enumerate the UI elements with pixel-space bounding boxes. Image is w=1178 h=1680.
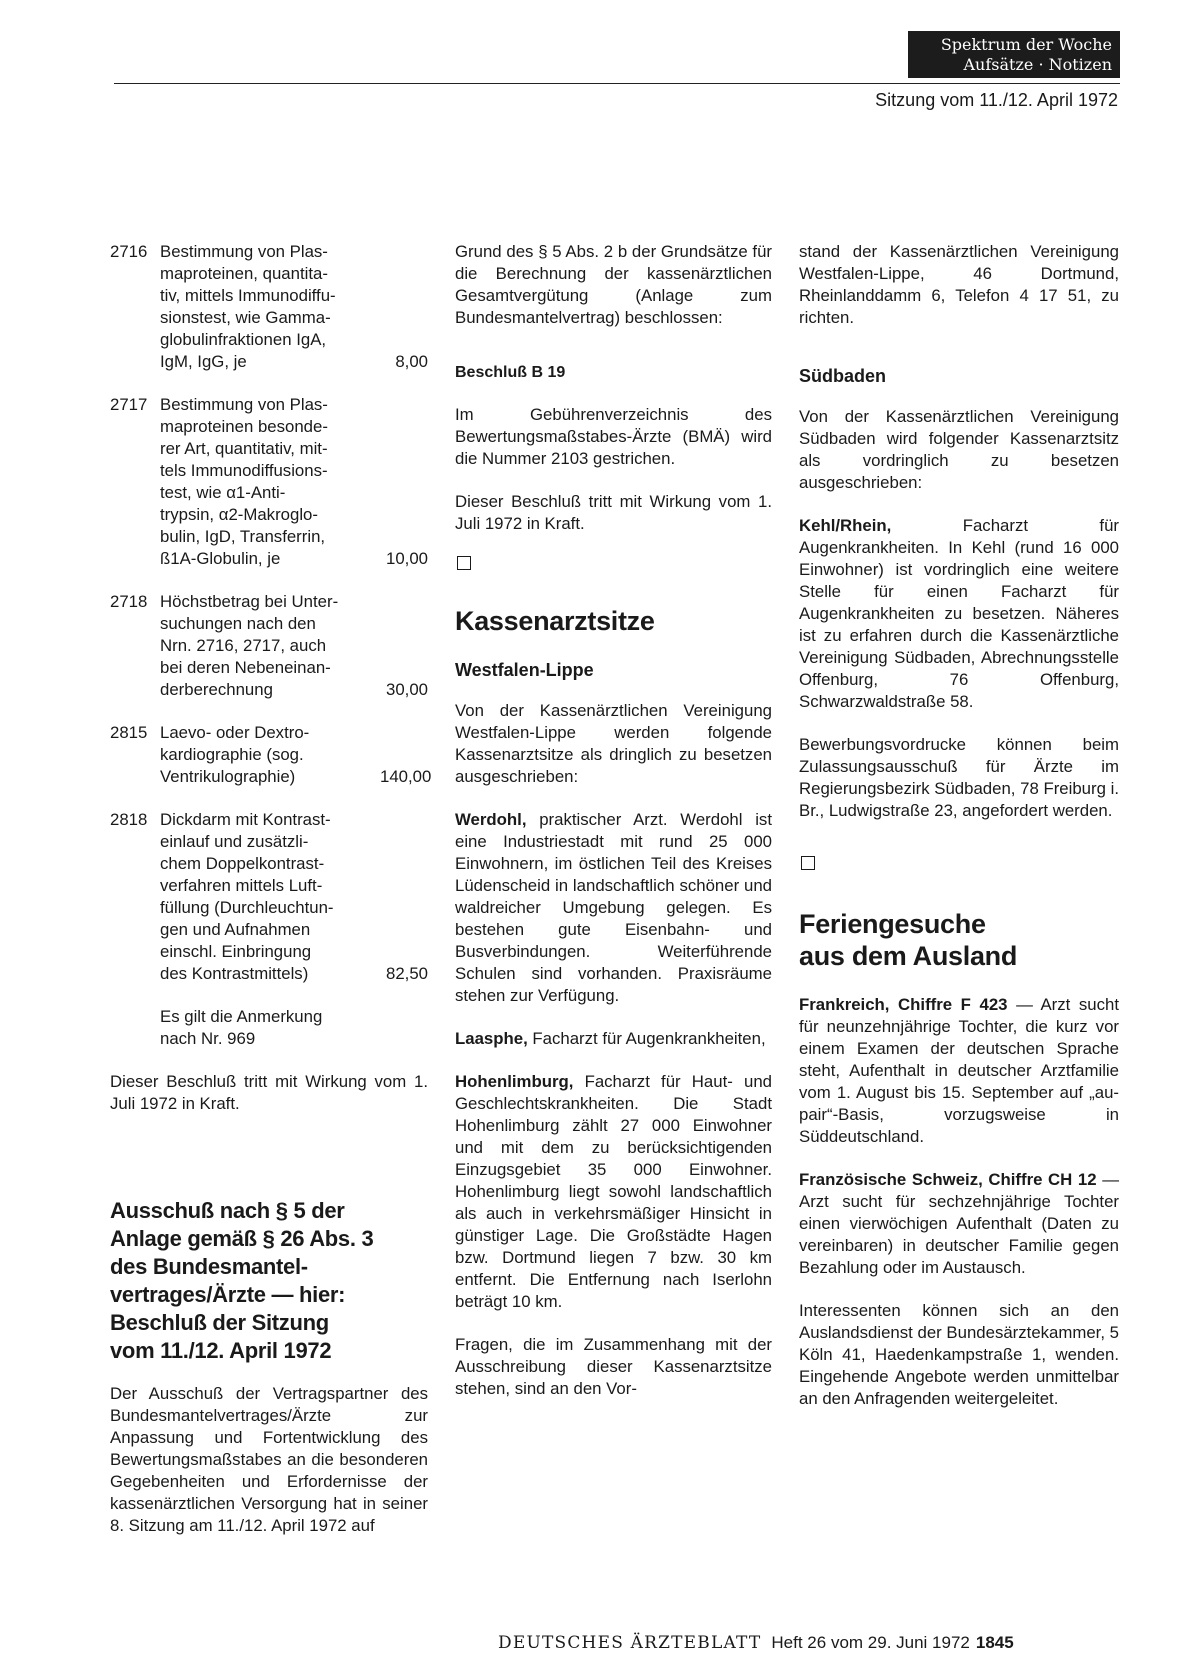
heading-feriengesuche: Feriengesuche aus dem Ausland xyxy=(799,909,1018,971)
continuation-paragraph: stand der Kassenärztlichen Vereinigung Westfalen-Lippe, 46 Dortmund, Rheinlanddamm 6, Telefon 4 17 51, zu richten. xyxy=(799,242,1119,327)
fee-amount: 82,50 xyxy=(386,964,428,983)
listing-werdohl xyxy=(455,809,772,1007)
badge-line-2: Aufsätze · Notizen xyxy=(963,55,1112,74)
fee-amount: 10,00 xyxy=(386,549,428,568)
resolution-title: Beschluß B 19 xyxy=(455,364,566,381)
section-heading-ausschuss: Ausschuß nach § 5 der Anlage gemäß § 26 Abs. 3 des Bundesmantel- vertrages/Ärzte — hier: Beschluß der Sitzung vom 11./12. April 1972 xyxy=(110,1198,374,1363)
questions-paragraph: Fragen, die im Zusammenhang mit der Ausschreibung dieser Kassenarztsitze stehen, sind an den Vor- xyxy=(455,1335,772,1398)
fee-amount: 8,00 xyxy=(395,352,428,371)
region-heading-suedbaden: Südbaden xyxy=(799,366,887,386)
fee-amount: 140,00 xyxy=(380,767,432,786)
section-badge xyxy=(908,31,1120,78)
fee-item xyxy=(110,241,428,373)
fee-number: 2716 xyxy=(110,242,148,261)
heading-kassenarztsitze: Kassenarztsitze xyxy=(455,606,655,636)
forms-paragraph: Bewerbungsvordrucke können beim Zulassungsausschuß für Ärzte im Regierungsbezirk Südbaden, 78 Freiburg i. Br., Ludwigstraße 23, angefordert werden. xyxy=(799,735,1119,820)
interest-paragraph: Interessenten können sich an den Auslandsdienst der Bundesärztekammer, 5 Köln 41, Haedenkampstraße 1, wenden. Eingehende Angebote werden unmittelbar an den Anfragenden weitergeleitet. xyxy=(799,1301,1119,1408)
page-footer xyxy=(498,1633,1014,1653)
fee-item xyxy=(110,591,428,701)
fee-number: 2717 xyxy=(110,395,148,414)
fee-note: Es gilt die Anmerkung nach Nr. 969 xyxy=(160,1007,323,1048)
fee-amount: 30,00 xyxy=(386,680,428,699)
listing-place: Kehl/Rhein, xyxy=(799,516,892,535)
column-3 xyxy=(799,241,1119,1431)
listing-place: Frankreich, Chiffre F 423 xyxy=(799,995,1008,1014)
listing-text: praktischer Arzt. Werdohl ist eine Industriestadt mit rund 25 000 Einwohnern, im östlichen Teil des Kreises Lüdenscheid in landschaftlich schöner und waldreicher Umgebung gelegen. Es bestehen gute Eisenbahn- und Busverbindungen. Weiterführende Schulen sind vorhanden. Praxisräume stehen zur Verfügung. xyxy=(455,810,772,1005)
listing-place: Laasphe, xyxy=(455,1029,528,1048)
listing-text: Facharzt für Augenkrankheiten. In Kehl (rund 16 000 Einwohner) ist vordringlich eine weitere Stelle für einen Facharzt für Augenkrankheiten zu besetzen. Näheres ist zu erfahren durch die Kassenärztliche Vereinigung Südbaden, Abrechnungsstelle Offenburg, 76 Offenburg, Schwarzwaldstraße 58. xyxy=(799,516,1119,711)
effective-date-note: Dieser Beschluß tritt mit Wirkung vom 1. Juli 1972 in Kraft. xyxy=(110,1072,428,1113)
column-1 xyxy=(110,241,432,1558)
section-box-icon xyxy=(457,556,471,570)
section-box-icon xyxy=(801,856,815,870)
fee-item xyxy=(110,394,428,570)
fee-description: Bestimmung von Plas- maproteinen, quantita- tiv, mittels Immunodiffu- sionstest, wie Gamma- globulinfraktionen IgA, IgM, IgG, je xyxy=(160,242,336,371)
listing-laasphe xyxy=(455,1028,772,1050)
listing-text: Facharzt für Augenkrankheiten, xyxy=(527,1029,766,1048)
listing-place: Hohenlimburg, xyxy=(455,1072,574,1091)
listing-kehl xyxy=(799,515,1119,713)
fee-description: Dickdarm mit Kontrast- einlauf und zusätzli- chem Doppelkontrast- verfahren mittels Luft- füllung (Durchleuchtun- gen und Aufnahmen einschl. Einbringung des Kontrastmittels) xyxy=(160,810,334,983)
fee-description: Bestimmung von Plas- maproteinen besonde- rer Art, quantitativ, mit- tels Immunodiffusions- test, wie α1-Anti- trypsin, α2-Makroglo- bulin, IgD, Transferrin, ß1A-Globulin, je xyxy=(160,395,328,568)
listing-frankreich xyxy=(799,994,1119,1148)
resolution-intro: Grund des § 5 Abs. 2 b der Grundsätze für die Berechnung der kassenärztlichen Gesamtvergütung (Anlage zum Bundesmantelvertrag) beschlossen: xyxy=(455,242,772,327)
ausschuss-body: Der Ausschuß der Vertragspartner des Bundesmantelvertrages/Ärzte zur Anpassung und Fortentwicklung des Bewertungsmaßstabes an die besonderen Gegebenheiten und Erfordernisse der kassenärztlichen Versorgung hat in seiner 8. Sitzung am 11./12. April 1972 auf xyxy=(110,1384,428,1535)
badge-line-1: Spektrum der Woche xyxy=(940,35,1112,54)
effective-date-note: Dieser Beschluß tritt mit Wirkung vom 1. Juli 1972 in Kraft. xyxy=(455,492,772,533)
listing-hohenlimburg xyxy=(455,1071,772,1313)
listing-place: Werdohl, xyxy=(455,810,527,829)
session-date: Sitzung vom 11./12. April 1972 xyxy=(875,90,1118,110)
listing-text: — Arzt sucht für neunzehnjährige Tochter, die kurz vor einem Examen der deutschen Sprache steht, Aufenthalt in deutscher Arztfamilie vom 1. August bis 15. September auf „au-pair“-Basis, vorzugsweise in Süddeutschland. xyxy=(799,995,1119,1146)
region-heading-westfalen: Westfalen-Lippe xyxy=(455,660,594,680)
listing-schweiz xyxy=(799,1169,1119,1279)
fee-description: Laevo- oder Dextro- kardiographie (sog. Ventrikulographie) xyxy=(160,723,310,786)
fee-number: 2818 xyxy=(110,810,148,829)
resolution-text: Im Gebührenverzeichnis des Bewertungsmaßstabes-Ärzte (BMÄ) wird die Nummer 2103 gestrichen. xyxy=(455,405,772,468)
column-2 xyxy=(455,241,772,1421)
fee-description: Höchstbetrag bei Unter- suchungen nach den Nrn. 2716, 2717, auch bei deren Nebeneinan- derberechnung xyxy=(160,592,339,699)
listing-text: Facharzt für Haut- und Geschlechtskrankheiten. Die Stadt Hohenlimburg zählt 27 000 Einwohner und mit dem zu berücksichtigenden Einzugsgebiet 35 000 Einwohner. Hohenlimburg liegt sowohl landschaftlich als auch in verkehrsmäßiger Hinsicht in günstiger Lage. Die Großstädte Hagen bzw. Dortmund liegen 7 bzw. 30 km entfernt. Die Entfernung nach Iserlohn beträgt 10 km. xyxy=(455,1072,772,1311)
listing-place: Französische Schweiz, Chiffre CH 12 xyxy=(799,1170,1097,1189)
region-intro: Von der Kassenärztlichen Vereinigung Westfalen-Lippe werden folgende Kassenarztsitze als dringlich zu besetzen ausgeschrieben: xyxy=(455,701,772,786)
listing-text: — Arzt sucht für sechzehnjährige Tochter einen vierwöchigen Aufenthalt (Daten zu vereinbaren) in deutscher Familie gegen Bezahlung oder im Austausch. xyxy=(799,1170,1119,1277)
fee-item xyxy=(110,722,432,788)
fee-number: 2815 xyxy=(110,723,148,742)
page-number: 1845 xyxy=(975,1633,1014,1652)
fee-number: 2718 xyxy=(110,592,148,611)
region-intro: Von der Kassenärztlichen Vereinigung Südbaden wird folgender Kassenarztsitz als vordringlich zu besetzen ausgeschrieben: xyxy=(799,407,1119,492)
issue-info: Heft 26 vom 29. Juni 1972 xyxy=(771,1633,970,1652)
header-rule xyxy=(114,83,1120,84)
journal-name: DEUTSCHES ÄRZTEBLATT xyxy=(498,1633,762,1653)
fee-item xyxy=(110,809,428,985)
